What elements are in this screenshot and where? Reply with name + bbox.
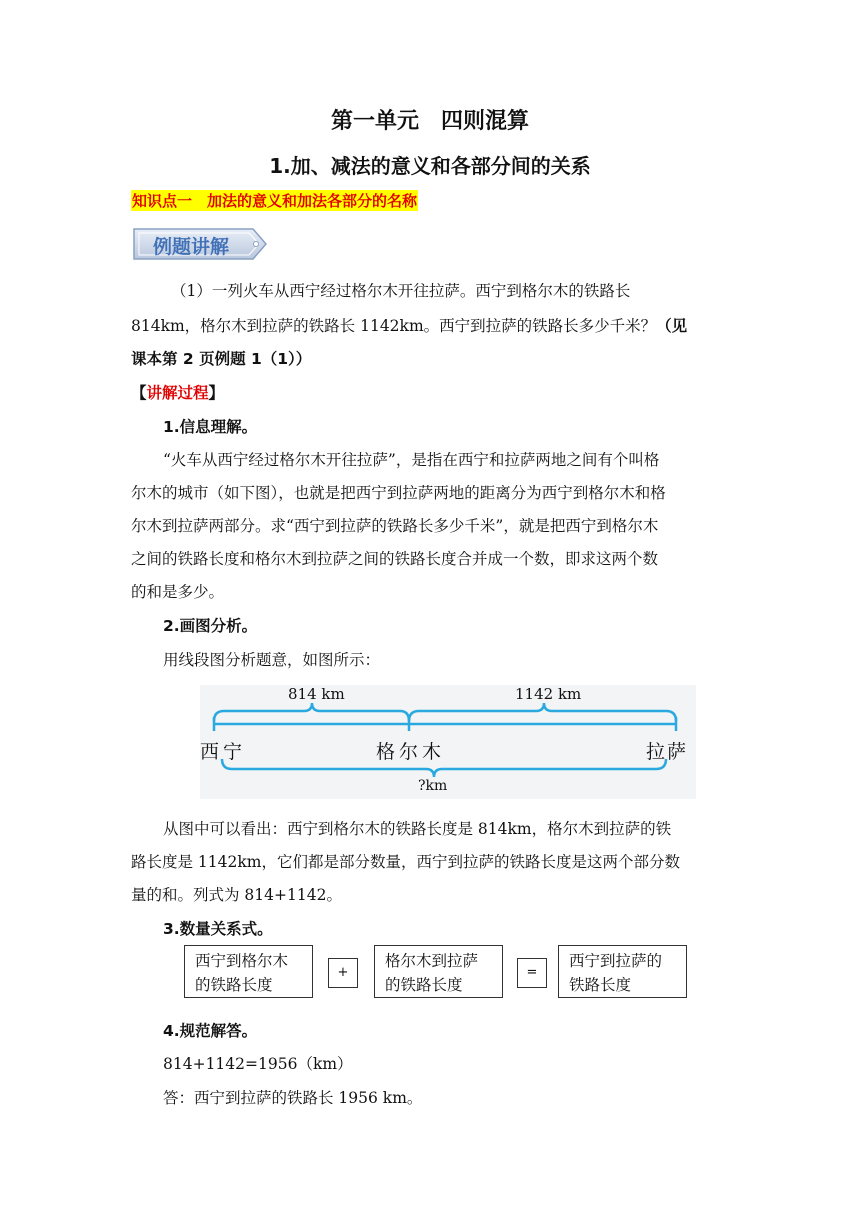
total-label: ?km — [418, 778, 448, 794]
step-3-title: 3.数量关系式。 — [163, 920, 273, 938]
badge-label: 例题讲解 — [153, 236, 230, 258]
answer: 答：西宁到拉萨的铁路长 1956 km。 — [163, 1089, 423, 1107]
equals-sign: = — [517, 958, 547, 988]
process-header — [131, 381, 224, 403]
seg2-label: 1142 km — [515, 685, 582, 703]
step-2-line: 路长度是 1142km，它们都是部分数量，西宁到拉萨的铁路长度是这两个部分数 — [131, 853, 680, 871]
problem-line-2 — [131, 314, 687, 336]
knowledge-point-heading: 知识点一 加法的意义和加法各部分的名称 — [132, 192, 418, 210]
relation-box-3-line-2: 铁路长度 — [569, 976, 632, 994]
step-2-line: 量的和。列式为 814+1142。 — [131, 886, 342, 904]
step-1-line: 尔木到拉萨两部分。求“西宁到拉萨的铁路长多少千米”，就是把西宁到格尔木 — [131, 517, 659, 535]
relation-box-3 — [558, 945, 687, 998]
bracket-open: 【 — [131, 384, 147, 402]
lesson-title: 1.加、减法的意义和各部分间的关系 — [269, 154, 591, 178]
problem-ref-start: （见 — [656, 317, 688, 335]
problem-line-1: （1）一列火车从西宁经过格尔木开往拉萨。西宁到格尔木的铁路长 — [171, 282, 631, 300]
step-2-title: 2.画图分析。 — [163, 617, 258, 635]
diagram-lines — [200, 685, 696, 799]
end-label: 拉萨 — [646, 741, 689, 763]
problem-line-2-text: 814km，格尔木到拉萨的铁路长 1142km。西宁到拉萨的铁路长多少千米？ — [131, 317, 657, 335]
step-1-title: 1.信息理解。 — [163, 418, 258, 436]
process-header-text: 讲解过程 — [146, 384, 209, 402]
step-2-line: 从图中可以看出：西宁到格尔木的铁路长度是 814km，格尔木到拉萨的铁 — [163, 820, 672, 838]
step-1-line: 之间的铁路长度和格尔木到拉萨之间的铁路长度合并成一个数，即求这两个数 — [131, 550, 659, 568]
step-4-title: 4.规范解答。 — [163, 1022, 258, 1040]
relation-box-1 — [184, 945, 313, 998]
step-2-intro: 用线段图分析题意，如图所示： — [163, 651, 381, 669]
relation-box-1-line-1: 西宁到格尔木 — [195, 952, 289, 970]
plus-sign: + — [328, 958, 358, 988]
problem-reference: 课本第 2 页例题 1（1）） — [131, 350, 312, 368]
step-1-line: 的和是多少。 — [131, 583, 225, 601]
brace-segment-1 — [214, 703, 409, 721]
start-label: 西宁 — [200, 741, 247, 763]
line-segment-diagram — [200, 685, 696, 799]
step-1-line: 尔木的城市（如下图），也就是把西宁到拉萨两地的距离分为西宁到格尔木和格 — [131, 484, 666, 502]
brace-segment-2 — [409, 703, 676, 721]
seg1-label: 814 km — [288, 685, 345, 703]
step-1-line: “火车从西宁经过格尔木开往拉萨”，是指在西宁和拉萨两地之间有个叫格 — [163, 451, 660, 469]
middle-label: 格尔木 — [376, 741, 446, 763]
example-badge — [131, 226, 269, 262]
relation-box-3-line-1: 西宁到拉萨的 — [569, 952, 663, 970]
relation-box-2-line-2: 的铁路长度 — [385, 976, 463, 994]
relation-box-2-line-1: 格尔木到拉萨 — [385, 952, 479, 970]
unit-title: 第一单元 四则混算 — [330, 109, 529, 134]
relation-box-1-line-2: 的铁路长度 — [195, 976, 273, 994]
calculation: 814+1142=1956（km） — [163, 1055, 353, 1073]
bracket-close: 】 — [208, 384, 225, 402]
relation-box-2 — [374, 945, 503, 998]
